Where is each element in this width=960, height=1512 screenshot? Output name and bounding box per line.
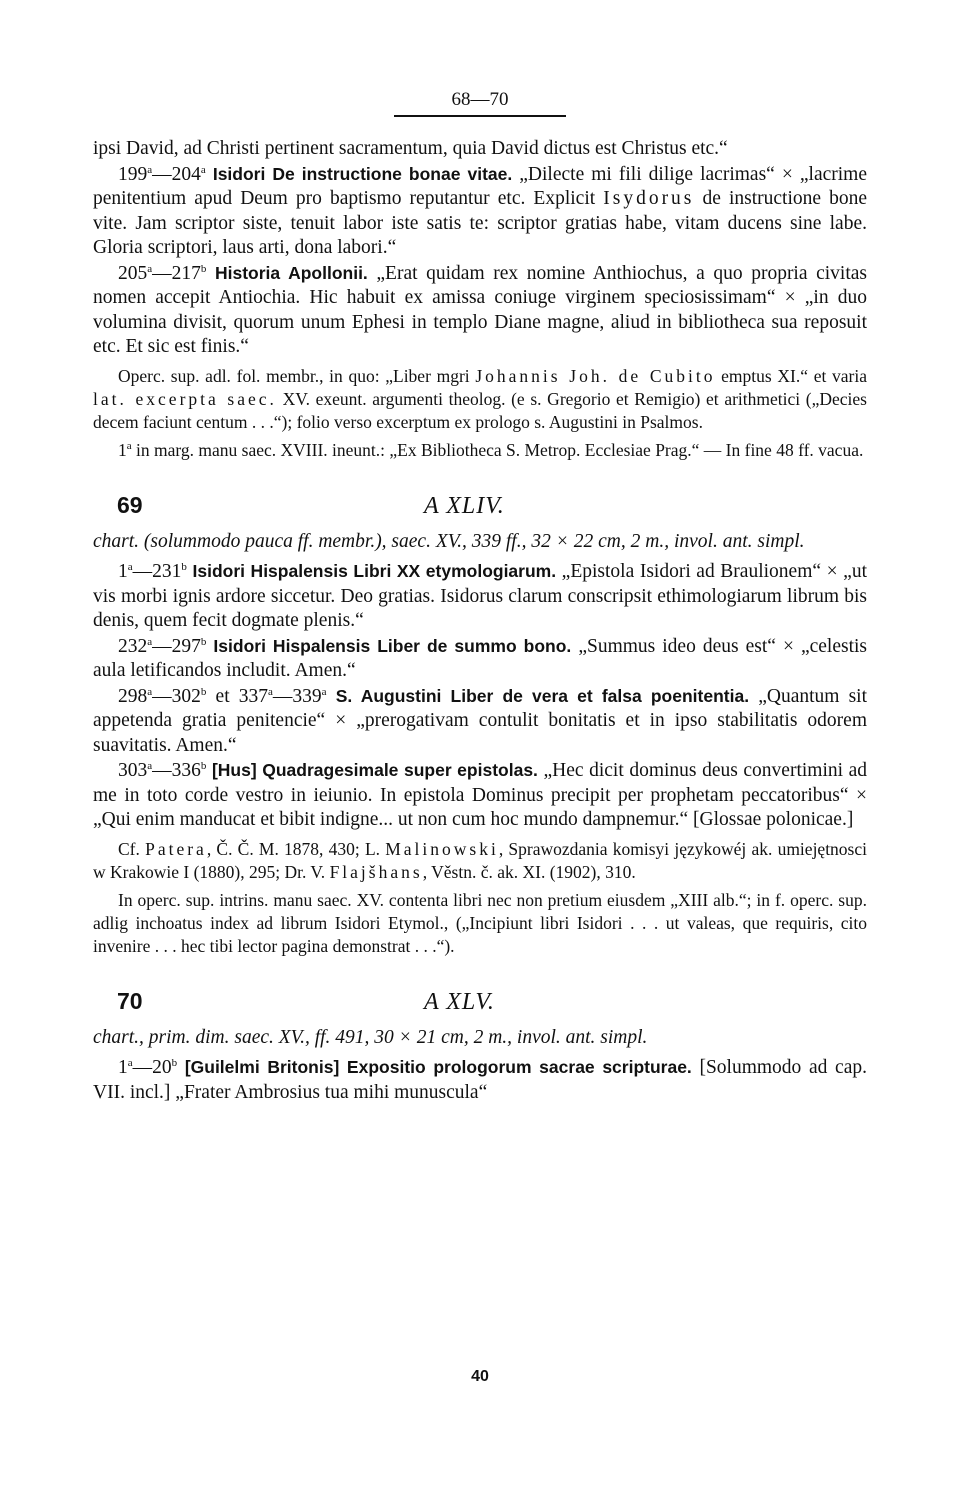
item-expositio-prologorum: [93, 1055, 867, 1105]
work-title: Isidori Hispalensis Liber de summo bono.: [213, 635, 572, 656]
author-name: Patera: [145, 838, 207, 859]
folio-range: 1$^a$—20$^b$: [118, 1057, 178, 1078]
header-rule: [394, 115, 566, 117]
incipit-text: „Erat quidam rex nomine Anthiochus, a quo propria civitas nomen accepit Antiochia. Hic habuit ex amissa coniuge virginem speciosissimam“ × „in duo volumina divisit, quorum unum Ephesi in templo Diane magne, aliud in bibliotheca sua reposuit etc. Et sic est finis.“: [93, 262, 868, 357]
work-title: Historia Apollonii.: [215, 262, 368, 283]
note-text: emptus XI.“ et varia: [715, 365, 867, 386]
spaced-name: Johannis Joh. de Cubito: [475, 365, 716, 386]
entry-description: chart. (solummodo pauca ff. membr.), saec. XV., 339 ff., 32 × 22 cm, 2 m., invol. ant. simpl.: [93, 530, 805, 552]
entry-description: chart., prim. dim. saec. XV., ff. 491, 30 × 21 cm, 2 m., invol. ant. simpl.: [93, 1026, 648, 1048]
work-title: Isidori Hispalensis Libri XX etymologiarum.: [192, 561, 557, 581]
note-cover-index: In operc. sup. intrins. manu saec. XV. contenta libri nec non pretium eiusdem „XIII alb.“; in f. operc. sup. adlig inchoatus index ad librum Isidori Etymol., („Incipiunt libri Isidori . . . ut valeas, que requiris, cito invenire . . . hec tibi lector pagina demonstrat . . .“).: [93, 889, 867, 956]
item-summo-bono: [93, 634, 867, 684]
item-historia-apollonii: [93, 261, 867, 360]
incipit-text: „Dilecte mi fili dilige lacrimas“ × „lacrime penitentium apud Deum pro baptismo reputantur etc. Explicit: [93, 163, 867, 209]
note-provenance: 1$^a$ in marg. manu saec. XVIII. ineunt.: „Ex Bibliotheca S. Metrop. Ecclesiae Prag.“ — In fine 48 ff. vacua.: [118, 439, 864, 460]
item-isidori-instructione: [93, 162, 867, 261]
page-body: [93, 137, 867, 1105]
folio-range: 303$^a$—336$^b$: [118, 760, 207, 781]
item-etymologiae: [93, 559, 867, 634]
incipit-text: „Summus ideo deus est“ × „celestis aula letificandos includit. Amen.“: [93, 635, 868, 681]
incipit-text: [Solummodo ad cap. VII. incl.] „Frater Ambrosius tua mihi munuscula“: [93, 1057, 867, 1103]
folio-range: 199$^a$—204$^a$: [118, 163, 206, 185]
shelf-signature: A XLIV.: [424, 492, 505, 519]
note-text: Operc. sup. adl. fol. membr., in quo: „Liber mgri: [118, 365, 476, 386]
spaced-name: Isydorus: [603, 188, 695, 209]
folio-range: 298$^a$—302$^b$ et 337$^a$—339$^a$: [118, 685, 327, 707]
folio-range: 1$^a$—231$^b$: [118, 561, 187, 582]
item-quadragesimale: [93, 758, 867, 833]
note-literature: [93, 838, 867, 884]
author-name: Flajšhans: [329, 861, 423, 882]
note-text: XV. exeunt. argumenti theolog. (e s. Gregorio et Remigio) et arithmetici („Decies decem faciunt centum . . .“); folio verso excerptum ex prologo s. Augustini in Psalmos.: [93, 388, 867, 432]
incipit-text: „Quantum sit appetenda gratia penitencie“ × „prerogativam contulit bonitatis et in ipso stabilitatis odorem suavitatis. Amen.“: [93, 685, 868, 756]
entry-header-70: [93, 988, 867, 1024]
work-title: [Guilelmi Britonis] Expositio prologorum sacrae scripturae.: [184, 1057, 692, 1077]
item-vera-falsa-poenitentia: [93, 684, 867, 759]
note-text: , Věstn. č. ak. XI. (1902), 310.: [422, 861, 636, 882]
folio-range: 232$^a$—297$^b$: [118, 635, 207, 657]
note-text: , Sprawozdania komisyi językowéj ak. umiejętnosci w Krakowie I (1880), 295; Dr. V.: [93, 838, 867, 882]
incipit-text: „Epistola Isidori ad Braulionem“ × „ut vis morbi ignis ardore siccetur. Deo gratias. Isidorus clarum conscripsit ethimologiarum librum bis denis, quem fecit dogmate plenis.“: [93, 561, 867, 631]
note-cover: [93, 365, 867, 434]
running-head: 68—70: [451, 89, 509, 110]
entry-number: 70: [117, 987, 143, 1014]
author-name: Malinowski: [385, 838, 499, 859]
explicit-text: de instructione bone vite. Jam scriptor siste, tenuit labor iste satis te: scriptor gratias habe, vitam ducens sine labe. Gloria scriptori, laus arti, dona labori.“: [93, 188, 867, 258]
entry-header-69: [93, 492, 867, 528]
incipit-text: „Hec dicit dominus deus convertimini ad me in toto corde vestro in ieiunio. In epistola Dominus precipit per prophetam peccatoribus“ × „Qui enim manducat et bibit indigne... ut non cum hoc mundo dampnemur.“ [Glossae polonicae.]: [93, 760, 868, 830]
work-title: S. Augustini Liber de vera et falsa poenitentia.: [335, 685, 750, 706]
work-title: Isidori De instructione bonae vitae.: [212, 163, 513, 184]
note-text: Cf.: [118, 838, 146, 859]
entry-number: 69: [117, 491, 143, 518]
note-text: , Č. Č. M. 1878, 430; L.: [206, 838, 386, 859]
work-title: [Hus] Quadragesimale super epistolas.: [211, 760, 538, 780]
page-content: [93, 88, 867, 1105]
page-number: 40: [471, 1368, 489, 1385]
shelf-signature: A XLV.: [424, 988, 495, 1015]
paragraph-continuation: ipsi David, ad Christi pertinent sacramentum, quia David dictus est Christus etc.“: [93, 138, 728, 159]
folio-range: 205$^a$—217$^b$: [118, 262, 207, 284]
spaced-text: lat. excerpta saec.: [93, 388, 277, 409]
